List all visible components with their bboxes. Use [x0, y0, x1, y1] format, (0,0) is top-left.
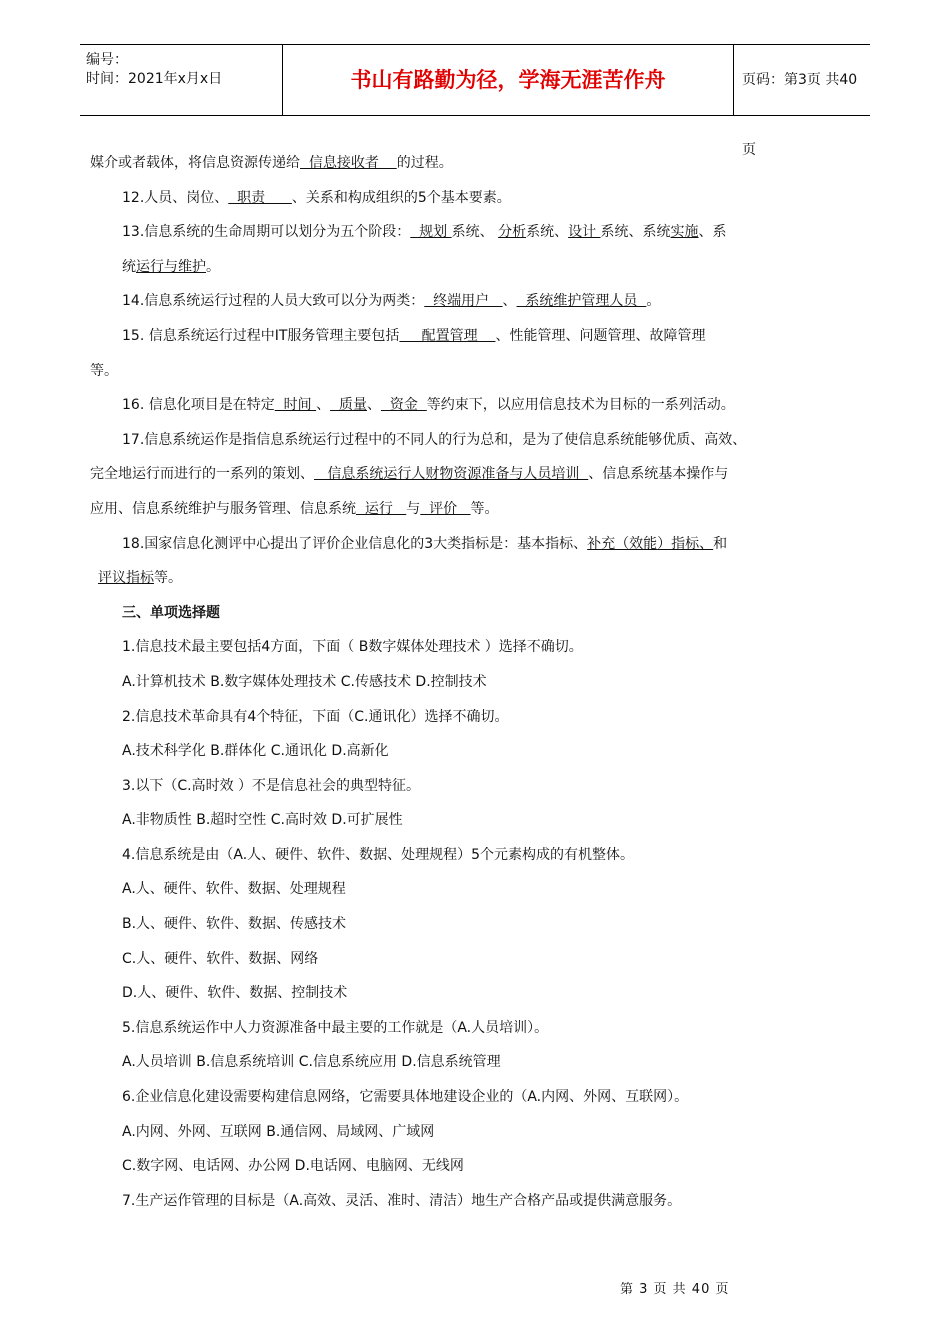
text-line: 应用、信息系统维护与服务管理、信息系统 运行 与 评价 等。 [90, 500, 499, 517]
mc-option: B.人、硬件、软件、数据、传感技术 [122, 916, 347, 933]
mc-option: C.人、硬件、软件、数据、网络 [122, 950, 319, 967]
text-line: 媒介或者载体，将信息资源传递给 信息接收者 的过程。 [90, 155, 453, 171]
page-footer: 第 3 页 共 40 页 [620, 1282, 730, 1297]
document-time: 时间：2021年x月x日 [86, 71, 223, 87]
mc-question-7: 7.生产运作管理的目标是（A.高效、灵活、准时、清洁）地生产合格产品或提供满意服务。 [122, 1192, 682, 1209]
mc-options-1: A.计算机技术 B.数字媒体处理技术 C.传感技术 D.控制技术 [122, 673, 487, 690]
mc-question-6: 6.企业信息化建设需要构建信息网络，它需要具体地建设企业的（A.内网、外网、互联网）。 [122, 1089, 689, 1106]
question-13: 13.信息系统的生命周期可以划分为五个阶段： 规划 系统、 分析系统、设计 系统、系统实施、系 [122, 224, 727, 241]
mc-option: A.人、硬件、软件、数据、处理规程 [122, 881, 346, 898]
mc-question-3: 3.以下（C.高时效 ）不是信息社会的典型特征。 [122, 777, 421, 794]
mc-options-6a: A.内网、外网、互联网 B.通信网、局域网、广域网 [122, 1123, 435, 1140]
text-line: 统运行与维护。 [122, 258, 220, 275]
section-heading: 三、单项选择题 [122, 604, 220, 621]
text-line: 完全地运行而进行的一系列的策划、 信息系统运行人财物资源准备与人员培训 、信息系统基本操作与 [90, 466, 729, 483]
question-16: 16. 信息化项目是在特定 时间 、 质量、 资金 等约束下，以应用信息技术为目标的一系列活动。 [122, 397, 735, 414]
mc-options-5: A.人员培训 B.信息系统培训 C.信息系统应用 D.信息系统管理 [122, 1054, 501, 1071]
mc-options-3: A.非物质性 B.超时空性 C.高时效 D.可扩展性 [122, 812, 403, 829]
text-line: 等。 [90, 362, 118, 379]
text-line: 评议指标等。 [98, 570, 182, 587]
document-body [90, 146, 860, 1218]
mc-options-2: A.技术科学化 B.群体化 C.通讯化 D.高新化 [122, 743, 389, 760]
mc-options-6b: C.数字网、电话网、办公网 D.电话网、电脑网、无线网 [122, 1158, 464, 1175]
header-meta [80, 45, 282, 115]
document-number: 编号： [86, 52, 128, 68]
mc-question-2: 2.信息技术革命具有4个特征，下面（C.通讯化）选择不确切。 [122, 708, 509, 725]
mc-question-5: 5.信息系统运作中人力资源准备中最主要的工作就是（A.人员培训）。 [122, 1019, 549, 1036]
question-14: 14.信息系统运行过程的人员大致可以分为两类： 终端用户 、 系统维护管理人员 。 [122, 293, 661, 310]
header-slogan: 书山有路勤为径，学海无涯苦作舟 [282, 45, 734, 115]
mc-question-4: 4.信息系统是由（A.人、硬件、软件、数据、处理规程）5个元素构成的有机整体。 [122, 846, 635, 863]
question-18: 18.国家信息化测评中心提出了评价企业信息化的3大类指标是：基本指标、补充（效能）指标、和 [122, 535, 728, 552]
question-17: 17.信息系统运作是指信息系统运行过程中的不同人的行为总和，是为了使信息系统能够优质、高效、 [122, 431, 747, 448]
mc-question-1: 1.信息技术最主要包括4方面，下面（ B数字媒体处理技术 ）选择不确切。 [122, 639, 583, 656]
page-header [80, 44, 870, 158]
header-page-number: 页码：第3页 共40页 [742, 72, 858, 158]
question-15: 15. 信息系统运行过程中IT服务管理主要包括 配置管理 、性能管理、问题管理、故障管理 [122, 327, 706, 344]
question-12: 12.人员、岗位、 职责 、关系和构成组织的5个基本要素。 [122, 189, 511, 206]
mc-option: D.人、硬件、软件、数据、控制技术 [122, 985, 348, 1002]
